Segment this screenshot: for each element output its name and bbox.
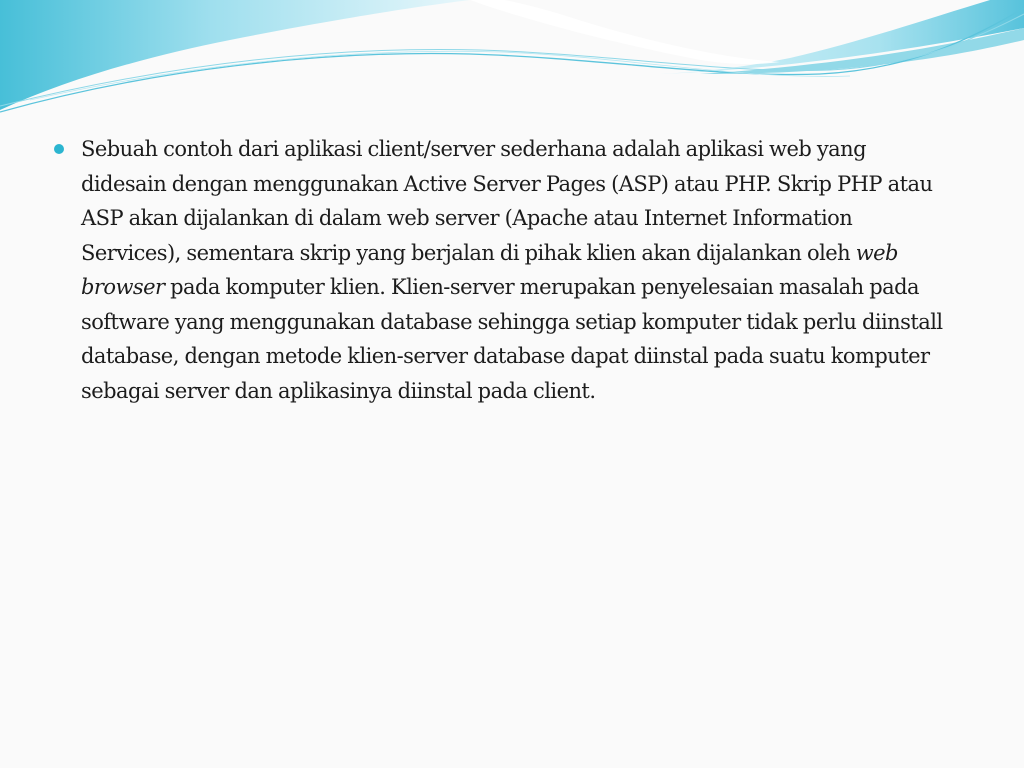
bullet-text-after: pada komputer klien. Klien-server merupakan penyelesaian masalah pada software yang menggunakan database sehingga setiap komputer tidak perlu diinstall database, dengan metode klien-server database dapat diinstal pada suatu komputer sebagai server dan aplikasinya diinstal pada client. xyxy=(81,275,943,403)
bullet-text xyxy=(81,132,950,408)
bullet-dot-icon xyxy=(54,144,64,154)
bullet-text-emphasis: web browser xyxy=(81,240,898,299)
content-area xyxy=(50,132,950,408)
wave-header-decoration xyxy=(0,0,1024,120)
wave-white-swoosh xyxy=(470,0,780,64)
bullet-item xyxy=(50,132,950,408)
bullet-text-before: Sebuah contoh dari aplikasi client/server sederhana adalah aplikasi web yang didesain dengan menggunakan Active Server Pages (ASP) atau PHP. Skrip PHP atau ASP akan dijalankan di dalam web server (Apache atau Internet Information Services), sementara skrip yang berjalan di pihak klien akan dijalankan oleh xyxy=(81,137,933,265)
